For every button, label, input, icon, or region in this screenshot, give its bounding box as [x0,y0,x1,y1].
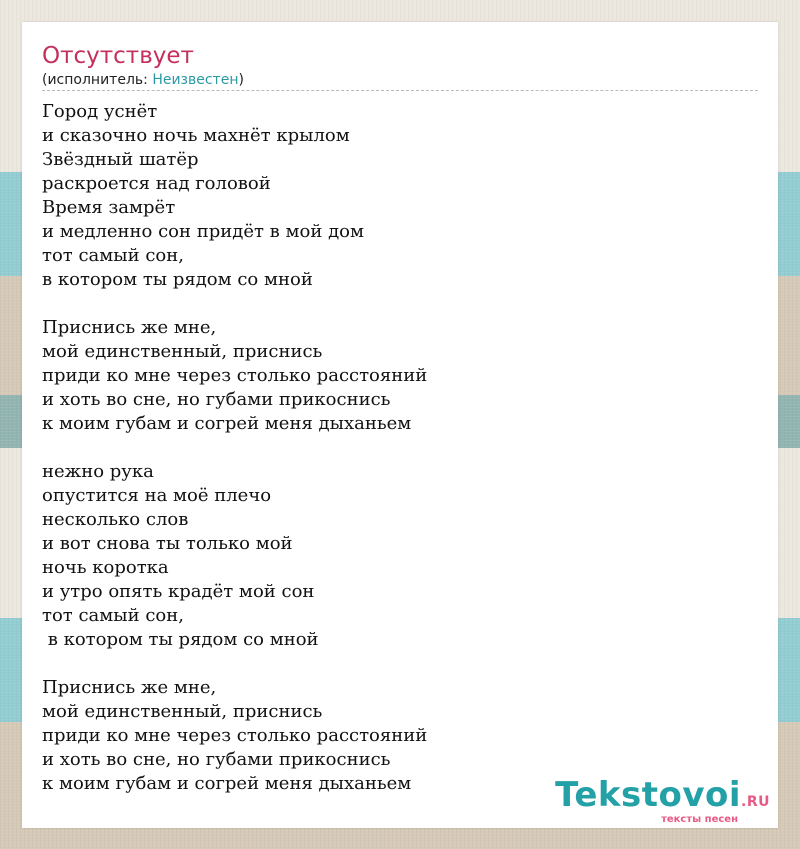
logo-tagline: тексты песен [661,814,738,825]
lyric-line: и утро опять крадёт мой сон [42,581,315,602]
lyric-line: мой единственный, приснись [42,341,323,362]
artist-link[interactable]: Неизвестен [152,72,239,88]
lyric-line: Приснись же мне, [42,677,217,698]
lyric-line: к моим губам и согрей меня дыханьем [42,773,412,794]
lyric-line: мой единственный, приснись [42,701,323,722]
stanza [42,460,758,652]
lyric-line: и хоть во сне, но губами прикоснись [42,749,391,770]
stanza [42,316,758,436]
lyric-line: и медленно сон придёт в мой дом [42,221,364,242]
lyric-line: приди ко мне через столько расстояний [42,365,428,386]
lyric-line: Время замрёт [42,197,176,218]
lyric-line: опустится на моё плечо [42,485,272,506]
lyric-line: тот самый сон, [42,605,184,626]
lyrics-body [42,100,758,820]
lyric-line: тот самый сон, [42,245,184,266]
site-logo[interactable] [555,777,770,826]
logo-tld: .RU [741,794,770,810]
lyric-line: ночь коротка [42,557,169,578]
artist-suffix: ) [238,72,244,88]
artist-prefix: (исполнитель: [42,72,153,88]
logo-name: Tekstovoi [555,775,742,815]
lyric-line: несколько слов [42,509,189,530]
lyrics-card [22,22,778,828]
stanza [42,100,758,292]
lyric-line: Город уснёт [42,101,158,122]
lyric-line: нежно рука [42,461,154,482]
lyric-line: в котором ты рядом со мной [42,269,313,290]
lyric-line: Приснись же мне, [42,317,217,338]
lyric-line: и сказочно ночь махнёт крылом [42,125,350,146]
lyric-line: в котором ты рядом со мной [42,629,319,650]
song-title: Отсутствует [42,43,194,69]
title-divider [42,90,758,91]
lyric-line: приди ко мне через столько расстояний [42,725,428,746]
lyric-line: Звёздный шатёр [42,149,199,170]
artist-line [42,71,244,89]
lyric-line: и вот снова ты только мой [42,533,293,554]
lyric-line: раскроется над головой [42,173,271,194]
lyric-line: и хоть во сне, но губами прикоснись [42,389,391,410]
lyric-line: к моим губам и согрей меня дыханьем [42,413,412,434]
